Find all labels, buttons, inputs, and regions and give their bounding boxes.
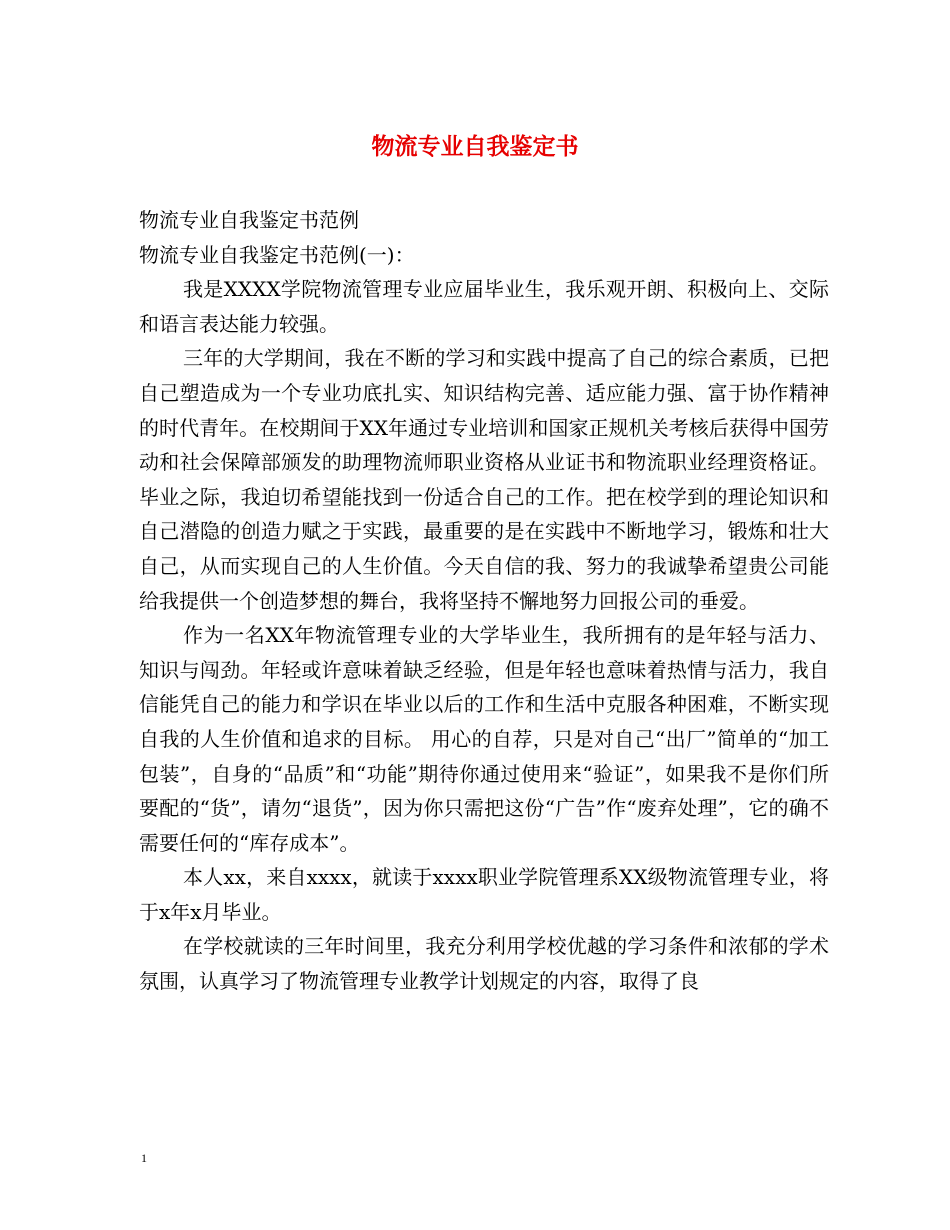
body-paragraph: 物流专业自我鉴定书范例(一)： <box>139 242 415 267</box>
page-number: 1 <box>141 1151 147 1165</box>
body-paragraph: 本人xx，来自xxxx，就读于xxxx职业学院管理系XX级物流管理专业，将于x年x月毕业。 <box>139 865 829 924</box>
body-paragraph: 作为一名XX年物流管理专业的大学毕业生，我所拥有的是年轻与活力、知识与闯劲。年轻或许意味着缺乏经验，但是年轻也意味着热情与活力，我自信能凭自己的能力和学识在毕业以后的工作和生活中克服各种困难，不断实现自我的人生价值和追求的目标。 用心的自荐，只是对自己“出厂”简单的“加工包装”，自身的“品质”和“功能”期待你通过使用来“验证”，如果我不是你们所要配的“货”，请勿“退货”，因为你只需把这份“广告”作“废弃处理”，它的确不需要任何的“库存成本”。 <box>139 623 829 855</box>
document-body <box>139 203 829 999</box>
body-paragraph: 三年的大学期间，我在不断的学习和实践中提高了自己的综合素质，已把自己塑造成为一个专业功底扎实、知识结构完善、适应能力强、富于协作精神的时代青年。在校期间于XX年通过专业培训和国家正规机关考核后获得中国劳动和社会保障部颁发的助理物流师职业资格从业证书和物流职业经理资格证。毕业之际，我迫切希望能找到一份适合自己的工作。把在校学到的理论知识和自己潜隐的创造力赋之于实践，最重要的是在实践中不断地学习，锻炼和壮大自己，从而实现自己的人生价值。今天自信的我、努力的我诚挚希望贵公司能给我提供一个创造梦想的舞台，我将坚持不懈地努力回报公司的垂爱。 <box>139 346 829 613</box>
body-paragraph: 我是XXXX学院物流管理专业应届毕业生，我乐观开朗、积极向上、交际和语言表达能力较强。 <box>139 277 829 336</box>
body-paragraph: 在学校就读的三年时间里，我充分利用学校优越的学习条件和浓郁的学术氛围，认真学习了物流管理专业教学计划规定的内容，取得了良 <box>139 934 829 994</box>
document-title: 物流专业自我鉴定书 <box>371 134 579 160</box>
body-paragraph: 物流专业自我鉴定书范例 <box>139 208 359 232</box>
